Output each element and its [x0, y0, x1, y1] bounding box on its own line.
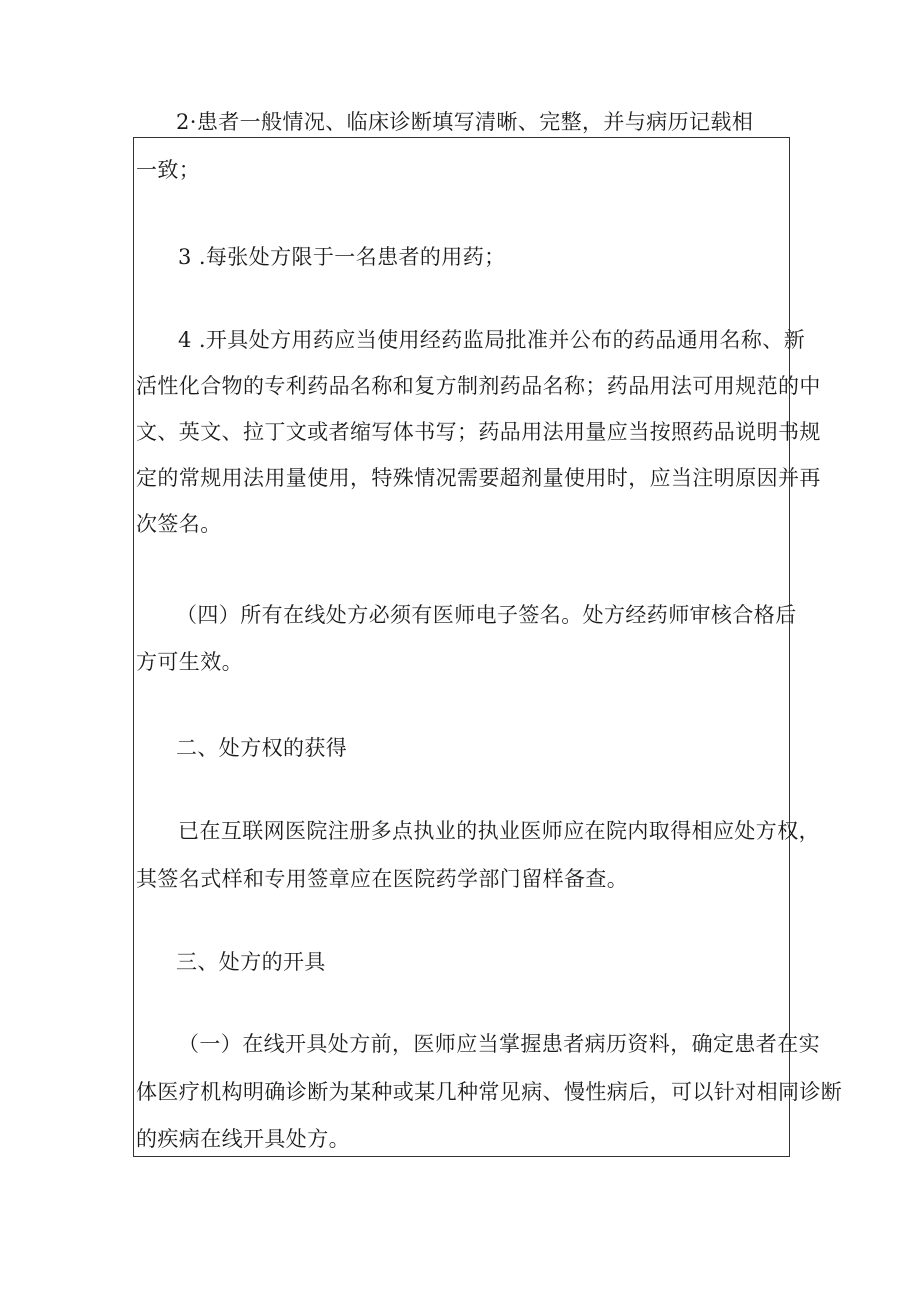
issuing-paragraph-line-2: 体医疗机构明确诊断为某种或某几种常见病、慢性病后，可以针对相同诊断 [136, 1080, 843, 1104]
heading-prescription-rights: 二、处方权的获得 [176, 736, 348, 760]
item-4-line-1: 4 .开具处方用药应当使用经药监局批准并公布的药品通用名称、新 [178, 328, 806, 352]
issuing-paragraph-line-3: 的疾病在线开具处方。 [136, 1127, 350, 1151]
heading-prescription-issuing: 三、处方的开具 [176, 950, 326, 974]
item-4-line-4: 定的常规用法用量使用，特殊情况需要超剂量使用时，应当注明原因并再 [136, 466, 821, 490]
item-4-line-2: 活性化合物的专利药品名称和复方制剂药品名称；药品用法可用规范的中 [136, 374, 821, 398]
rights-paragraph-line-1: 已在互联网医院注册多点执业的执业医师应在院内取得相应处方权， [178, 819, 820, 843]
rights-paragraph-line-2: 其签名式样和专用签章应在医院药学部门留样备查。 [136, 867, 629, 891]
item-2-line-2: 一致； [136, 158, 201, 182]
item-3-line-1: 3 .每张处方限于一名患者的用药； [178, 245, 506, 269]
section-4-line-2: 方可生效。 [136, 650, 243, 674]
item-2-line-1: 2·患者一般情况、临床诊断填写清晰、完整，并与病历记载相 [176, 110, 754, 134]
item-4-line-3: 文、英文、拉丁文或者缩写体书写；药品用法用量应当按照药品说明书规 [136, 420, 821, 444]
section-4-line-1: （四）所有在线处方必须有医师电子签名。处方经药师审核合格后 [176, 603, 797, 627]
issuing-paragraph-line-1: （一）在线开具处方前，医师应当掌握患者病历资料，确定患者在实 [178, 1032, 820, 1056]
item-4-line-5: 次签名。 [136, 512, 222, 536]
